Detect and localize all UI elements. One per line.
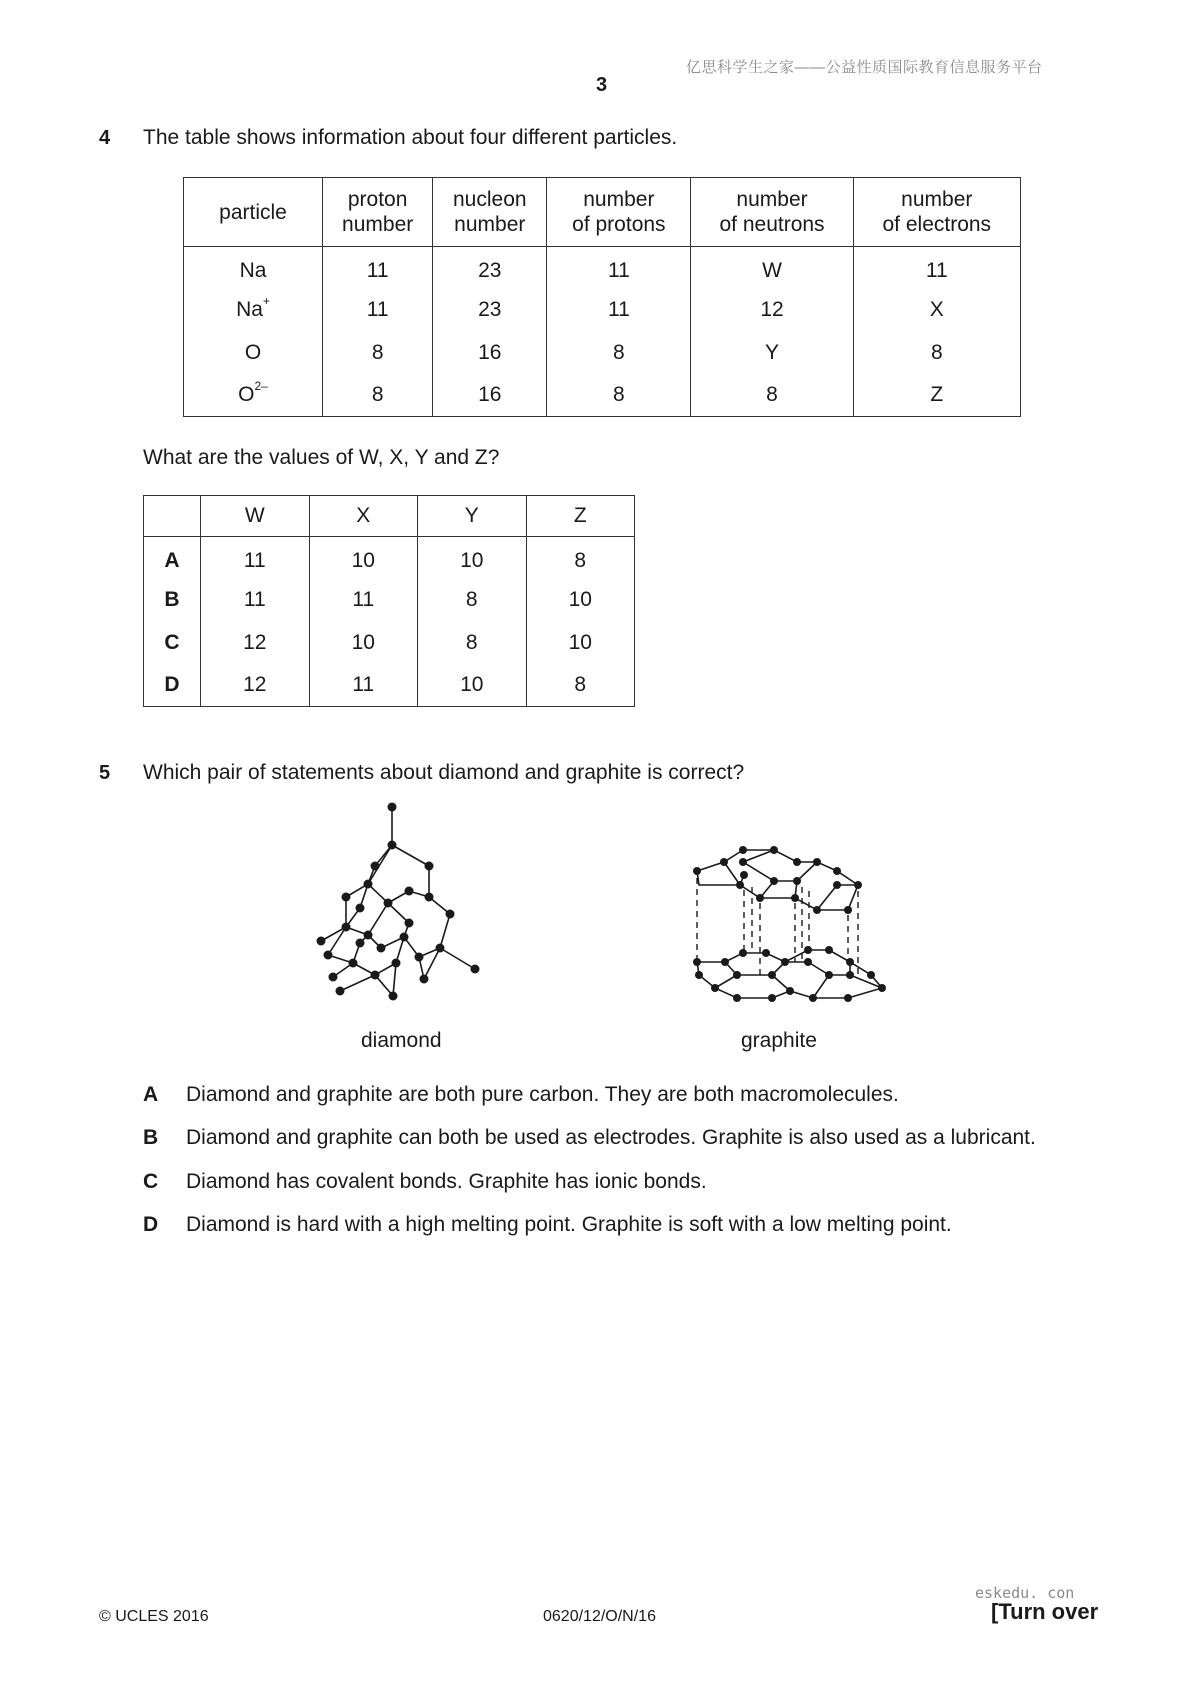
answer-letter: D bbox=[144, 664, 201, 707]
question-4-number: 4 bbox=[99, 127, 111, 149]
table-cell: 10 bbox=[526, 622, 635, 665]
header-nucleon-number: nucleon number bbox=[433, 178, 547, 247]
answer-table-header bbox=[144, 496, 635, 537]
table-cell: 12 bbox=[201, 664, 310, 707]
table-row bbox=[184, 374, 1021, 417]
table-cell: 16 bbox=[433, 332, 547, 375]
table-cell: Z bbox=[853, 374, 1020, 417]
table-cell: Y bbox=[691, 332, 853, 375]
option-letter: D bbox=[143, 1213, 159, 1236]
header-y: Y bbox=[418, 496, 527, 537]
page-number: 3 bbox=[596, 74, 608, 96]
table-cell: 12 bbox=[201, 622, 310, 665]
table-cell: 8 bbox=[547, 332, 691, 375]
table-cell: 11 bbox=[853, 247, 1020, 290]
particle-cell: O bbox=[184, 332, 323, 375]
answer-row-d[interactable] bbox=[144, 664, 635, 707]
answer-row-a[interactable] bbox=[144, 537, 635, 580]
table-cell: 8 bbox=[691, 374, 853, 417]
table-row bbox=[184, 247, 1021, 290]
table-cell: 11 bbox=[201, 537, 310, 580]
table-cell: 11 bbox=[309, 664, 418, 707]
option-text: Diamond has covalent bonds. Graphite has ionic bonds. bbox=[186, 1170, 707, 1193]
answer-letter: B bbox=[144, 579, 201, 622]
graphite-structure-figure bbox=[670, 825, 900, 1010]
table-cell: 11 bbox=[547, 247, 691, 290]
table-cell: 8 bbox=[418, 622, 527, 665]
footer-watermark: eskedu. con bbox=[975, 1584, 1075, 1602]
table-cell: X bbox=[853, 289, 1020, 332]
header-watermark: 亿思科学生之家——公益性质国际教育信息服务平台 bbox=[686, 59, 1043, 76]
option-text: Diamond and graphite are both pure carbon. They are both macromolecules. bbox=[186, 1083, 899, 1106]
option-letter: C bbox=[143, 1170, 159, 1193]
table-cell: 8 bbox=[323, 374, 433, 417]
table-cell: 8 bbox=[418, 579, 527, 622]
option-text: Diamond and graphite can both be used as electrodes. Graphite is also used as a lubricant. bbox=[186, 1126, 1036, 1149]
table-cell: 10 bbox=[526, 579, 635, 622]
answer-table bbox=[143, 495, 635, 707]
table-cell: 23 bbox=[433, 247, 547, 290]
table-cell: 8 bbox=[853, 332, 1020, 375]
header-number-of-electrons: number of electrons bbox=[853, 178, 1020, 247]
particle-cell: Na+ bbox=[184, 289, 323, 332]
table-row bbox=[184, 332, 1021, 375]
diamond-structure-figure bbox=[300, 795, 520, 1015]
answer-letter: C bbox=[144, 622, 201, 665]
table-cell: 23 bbox=[433, 289, 547, 332]
table-cell: 10 bbox=[418, 664, 527, 707]
table-row bbox=[184, 289, 1021, 332]
header-blank bbox=[144, 496, 201, 537]
table-cell: 16 bbox=[433, 374, 547, 417]
answer-row-c[interactable] bbox=[144, 622, 635, 665]
turn-over-label: [Turn over bbox=[991, 1599, 1099, 1624]
table-cell: 12 bbox=[691, 289, 853, 332]
header-particle: particle bbox=[184, 178, 323, 247]
header-z: Z bbox=[526, 496, 635, 537]
copyright: © UCLES 2016 bbox=[99, 1608, 209, 1625]
question-5-number: 5 bbox=[99, 762, 111, 784]
particle-cell: Na bbox=[184, 247, 323, 290]
diamond-caption: diamond bbox=[361, 1029, 442, 1052]
answer-row-b[interactable] bbox=[144, 579, 635, 622]
paper-code: 0620/12/O/N/16 bbox=[543, 1608, 656, 1625]
question-4-text: The table shows information about four different particles. bbox=[143, 126, 678, 149]
option-letter: A bbox=[143, 1083, 159, 1106]
header-w: W bbox=[201, 496, 310, 537]
table-cell: 8 bbox=[323, 332, 433, 375]
graphite-caption: graphite bbox=[741, 1029, 817, 1052]
table-cell: 11 bbox=[309, 579, 418, 622]
table-cell: 10 bbox=[418, 537, 527, 580]
option-text: Diamond is hard with a high melting point. Graphite is soft with a low melting point. bbox=[186, 1213, 952, 1236]
table-cell: W bbox=[691, 247, 853, 290]
option-letter: B bbox=[143, 1126, 159, 1149]
particle-table-header bbox=[184, 178, 1021, 247]
particle-table bbox=[183, 177, 1021, 417]
table-cell: 10 bbox=[309, 537, 418, 580]
answer-letter: A bbox=[144, 537, 201, 580]
table-cell: 8 bbox=[547, 374, 691, 417]
table-cell: 8 bbox=[526, 664, 635, 707]
particle-cell: $O^{2-}$ bbox=[184, 374, 323, 417]
header-number-of-neutrons: number of neutrons bbox=[691, 178, 853, 247]
table-cell: 11 bbox=[323, 289, 433, 332]
header-proton-number: proton number bbox=[323, 178, 433, 247]
table-cell: 11 bbox=[547, 289, 691, 332]
table-cell: 10 bbox=[309, 622, 418, 665]
header-number-of-protons: number of protons bbox=[547, 178, 691, 247]
table-cell: 11 bbox=[323, 247, 433, 290]
table-cell: 8 bbox=[526, 537, 635, 580]
table-cell: 11 bbox=[201, 579, 310, 622]
question-5-text: Which pair of statements about diamond and graphite is correct? bbox=[143, 761, 745, 784]
header-x: X bbox=[309, 496, 418, 537]
question-4-prompt: What are the values of W, X, Y and Z? bbox=[143, 446, 500, 469]
